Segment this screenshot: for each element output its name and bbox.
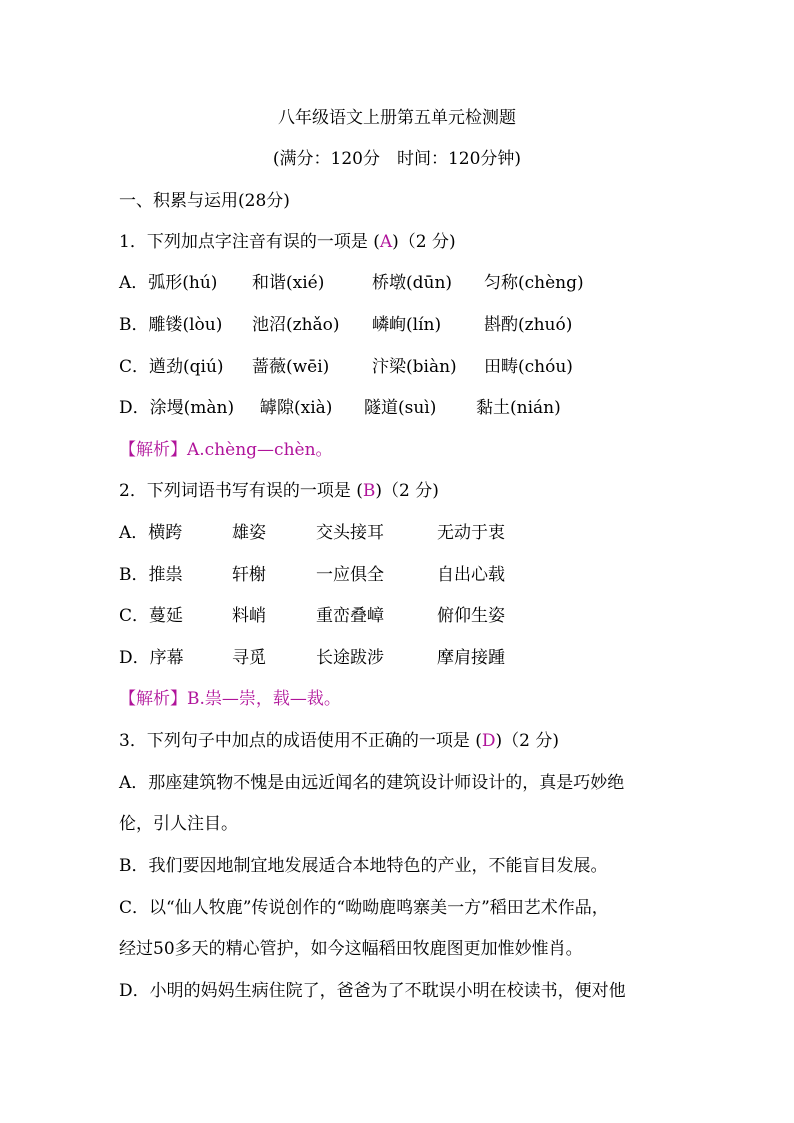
q2-option-a-item-1: A．横跨 — [119, 523, 183, 543]
document-subtitle: (满分：120分 时间：120分钟) — [272, 149, 522, 169]
question-3-line-4: C．以“仙人牧鹿”传说创作的“呦呦鹿鸣寨美一方”稻田艺术作品， — [119, 898, 609, 918]
question-2-stem-after: )（2 分) — [375, 481, 439, 501]
q2-option-b-item-3: 一应俱全 — [316, 565, 384, 585]
option-b-item-1: B．雕镂(lòu) — [119, 315, 223, 335]
option-a-item-1: A．弧形(hú) — [119, 273, 218, 293]
question-2-analysis: 【解析】B.祟—崇，载—裁。 — [119, 689, 341, 709]
q2-option-d-item-4: 摩肩接踵 — [437, 648, 505, 668]
q2-option-d-item-3: 长途跋涉 — [316, 648, 384, 668]
q2-option-c-item-3: 重峦叠嶂 — [316, 606, 384, 626]
option-d-item-2: 罅隙(xià) — [260, 398, 333, 418]
question-2-answer: B — [362, 481, 376, 501]
q2-option-c-item-4: 俯仰生姿 — [437, 606, 505, 626]
q2-option-b-item-4: 自出心载 — [437, 565, 505, 585]
q2-option-b-item-1: B．推祟 — [119, 565, 183, 585]
option-c-item-2: 蔷薇(wēi) — [252, 357, 330, 377]
q2-option-c-item-1: C．蔓延 — [119, 606, 184, 626]
option-b-item-2: 池沼(zhǎo) — [252, 315, 340, 335]
question-3-answer: D — [481, 731, 496, 751]
question-3-stem-before: 3．下列句子中加点的成语使用不正确的一项是 ( — [119, 731, 482, 751]
q2-option-b-item-2: 轩榭 — [232, 565, 266, 585]
document-title: 八年级语文上册第五单元检测题 — [278, 108, 516, 128]
option-a-item-3: 桥墩(dūn) — [372, 273, 453, 293]
question-3-stem-after: )（2 分) — [495, 731, 559, 751]
question-1-analysis: 【解析】A.chèng—chèn。 — [119, 440, 333, 460]
option-b-item-4: 斟酌(zhuó) — [484, 315, 573, 335]
question-1-answer: A — [379, 232, 393, 252]
option-c-item-3: 汴梁(biàn) — [372, 357, 457, 377]
question-3-line-5: 经过50多天的精心管护，如今这幅稻田牧鹿图更加惟妙惟肖。 — [119, 939, 583, 959]
option-d-item-4: 黏土(nián) — [476, 398, 561, 418]
q2-option-a-item-3: 交头接耳 — [316, 523, 384, 543]
question-3-stem — [119, 730, 559, 752]
option-d-item-1: D．涂墁(màn) — [119, 398, 235, 418]
question-3-line-6: D．小明的妈妈生病住院了，爸爸为了不耽误小明在校读书，便对他 — [119, 981, 626, 1001]
q2-option-a-item-2: 雄姿 — [232, 523, 266, 543]
q2-option-d-item-2: 寻觅 — [232, 648, 266, 668]
q2-option-d-item-1: D．序幕 — [119, 648, 184, 668]
question-3-line-1: A．那座建筑物不愧是由远近闻名的建筑设计师设计的，真是巧妙绝 — [119, 773, 625, 793]
question-1-stem — [119, 231, 456, 253]
option-a-item-2: 和谐(xié) — [252, 273, 325, 293]
option-a-item-4: 匀称(chèng) — [484, 273, 584, 293]
question-3-line-3: B．我们要因地制宜地发展适合本地特色的产业，不能盲目发展。 — [119, 856, 608, 876]
q2-option-c-item-2: 料峭 — [232, 606, 266, 626]
question-1-stem-before: 1．下列加点字注音有误的一项是 ( — [119, 232, 380, 252]
section-heading: 一、积累与运用(28分) — [119, 191, 290, 211]
question-1-stem-after: )（2 分) — [392, 232, 456, 252]
option-d-item-3: 隧道(suì) — [364, 398, 437, 418]
option-b-item-3: 嶙峋(lín) — [372, 315, 442, 335]
q2-option-a-item-4: 无动于衷 — [437, 523, 505, 543]
question-3-line-2: 伦，引人注目。 — [119, 814, 238, 834]
question-2-stem — [119, 480, 439, 502]
question-2-stem-before: 2．下列词语书写有误的一项是 ( — [119, 481, 363, 501]
option-c-item-4: 田畴(chóu) — [484, 357, 573, 377]
option-c-item-1: C．遒劲(qiú) — [119, 357, 224, 377]
